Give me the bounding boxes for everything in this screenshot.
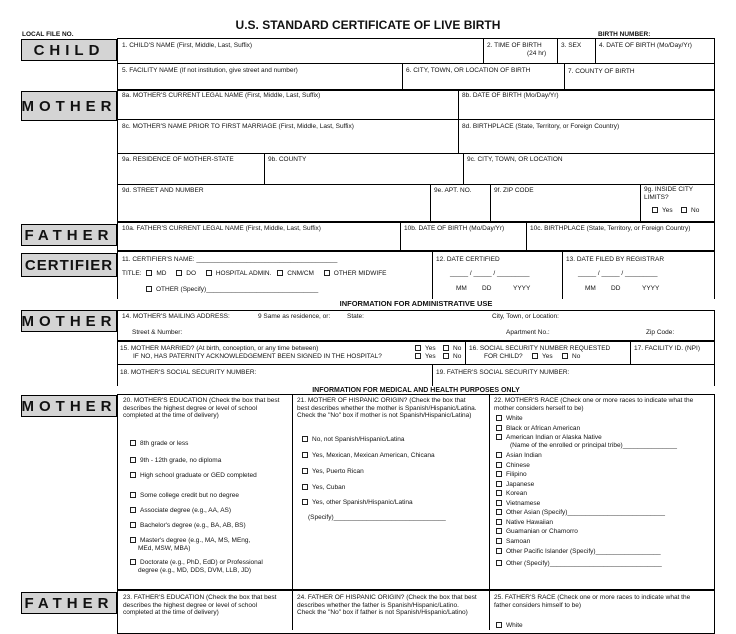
field-3-label: 3. SEX xyxy=(561,42,582,49)
field-8d-label: 8d. BIRTHPLACE (State, Territory, or Foreign Country) xyxy=(462,123,620,130)
midwife-label: OTHER MIDWIFE xyxy=(333,270,387,277)
q20-title: 20. MOTHER'S EDUCATION (Check the box that best describes the highest degree or level of school completed at the time of delivery) xyxy=(123,397,280,419)
field-9g-yes[interactable]: Yes xyxy=(652,207,673,215)
checkbox-icon[interactable] xyxy=(324,270,330,276)
checkbox-icon xyxy=(415,345,421,351)
checkbox-icon xyxy=(496,622,502,628)
q20-option[interactable]: Some college credit but no degree xyxy=(130,492,239,500)
q21-option[interactable]: Yes, Mexican, Mexican American, Chicana xyxy=(302,452,435,460)
field-9g-no[interactable]: No xyxy=(681,207,699,215)
q22-option[interactable]: Korean xyxy=(496,490,527,498)
q23-title: 23. FATHER'S EDUCATION (Check the box that best describes the highest degree or level of school completed at the time of delivery) xyxy=(123,594,277,616)
checkbox-icon xyxy=(496,452,502,458)
admin-band: INFORMATION FOR ADMINISTRATIVE USE xyxy=(117,299,715,309)
child-name-input[interactable] xyxy=(160,51,161,52)
section-child: CHILD xyxy=(21,39,117,61)
checkbox-icon[interactable] xyxy=(206,270,212,276)
section-certifier: CERTIFIER xyxy=(21,253,117,277)
section-father: FATHER xyxy=(21,224,117,246)
field-9f-label: 9f. ZIP CODE xyxy=(494,187,534,194)
q22-option[interactable]: Other (Specify)_______________________________ xyxy=(496,560,662,568)
field-1-label: 1. CHILD'S NAME (First, Middle, Last, Suffix) xyxy=(122,42,253,49)
checkbox-icon xyxy=(496,500,502,506)
field-8a-label: 8a. MOTHER'S CURRENT LEGAL NAME (First, Middle, Last, Suffix) xyxy=(122,92,321,99)
checkbox-icon xyxy=(130,440,136,446)
checkbox-icon xyxy=(496,560,502,566)
q20-option[interactable]: Associate degree (e.g., AA, AS) xyxy=(130,507,231,515)
q21-option[interactable]: Yes, Puerto Rican xyxy=(302,468,364,476)
checkbox-icon[interactable] xyxy=(146,270,152,276)
checkbox-icon xyxy=(496,548,502,554)
field-12-yyyy: YYYY xyxy=(513,285,531,292)
checkbox-icon xyxy=(496,509,502,515)
admin-label: HOSPITAL ADMIN. xyxy=(215,270,272,277)
field-16b-label: FOR CHILD? xyxy=(484,353,523,360)
field-4-label: 4. DATE OF BIRTH (Mo/Day/Yr) xyxy=(599,42,692,49)
field-9d-label: 9d. STREET AND NUMBER xyxy=(122,187,204,194)
field-9a-label: 9a. RESIDENCE OF MOTHER-STATE xyxy=(122,156,234,163)
checkbox-icon xyxy=(130,492,136,498)
field-16a-label: 16. SOCIAL SECURITY NUMBER REQUESTED xyxy=(469,345,611,352)
field-7-label: 7. COUNTY OF BIRTH xyxy=(568,68,635,75)
field-9e-label: 9e. APT. NO. xyxy=(434,187,472,194)
q25-option[interactable]: White xyxy=(496,622,523,630)
field-8c-label: 8c. MOTHER'S NAME PRIOR TO FIRST MARRIAGE (First, Middle, Last, Suffix) xyxy=(122,123,354,130)
field-15a-no[interactable]: No xyxy=(443,345,461,353)
checkbox-icon xyxy=(302,436,308,442)
q21-option[interactable]: Yes, other Spanish/Hispanic/Latina xyxy=(302,499,413,507)
section-father-medical: FATHER xyxy=(21,592,117,614)
q20-option[interactable]: Bachelor's degree (e.g., BA, AB, BS) xyxy=(130,522,246,530)
checkbox-icon xyxy=(302,452,308,458)
q22-option[interactable]: Black or African American xyxy=(496,425,580,433)
field-13-label: 13. DATE FILED BY REGISTRAR xyxy=(566,256,665,263)
q22-option[interactable]: Native Hawaiian xyxy=(496,519,553,527)
field-12-line[interactable]: _____ / _____ / _________ xyxy=(450,270,530,277)
field-18-label: 18. MOTHER'S SOCIAL SECURITY NUMBER: xyxy=(120,369,257,376)
field-15b-label: IF NO, HAS PATERNITY ACKNOWLEDGEMENT BEEN SIGNED IN THE HOSPITAL? xyxy=(133,353,382,360)
section-mother-medical: MOTHER xyxy=(21,395,117,417)
field-15b-yes[interactable]: Yes xyxy=(415,353,436,361)
field-11-label: 11. CERTIFIER'S NAME: _______________________________________ xyxy=(122,256,338,263)
checkbox-icon xyxy=(496,481,502,487)
checkbox-icon xyxy=(496,425,502,431)
field-14-same[interactable]: 9 Same as residence, or: xyxy=(258,313,331,320)
q22-option[interactable]: Other Asian (Specify)___________________________ xyxy=(496,509,665,517)
certifier-other[interactable]: OTHER (Specify)_______________________________ xyxy=(146,286,318,294)
q20-option[interactable]: 9th - 12th grade, no diploma xyxy=(130,457,221,465)
field-9g-label: 9g. INSIDE CITY LIMITS? xyxy=(644,186,694,201)
field-17-label: 17. FACILITY ID. (NPI) xyxy=(634,345,700,352)
checkbox-icon xyxy=(443,353,449,359)
q21-title: 21. MOTHER OF HISPANIC ORIGIN? (Check the box that best describes whether the mother is Spanish/Hispanic/Latina. Check the "No" box if mother is not Spanish/Hispanic/Latina) xyxy=(297,397,477,419)
field-5-label: 5. FACILITY NAME (If not institution, give street and number) xyxy=(122,67,298,74)
field-16-yes[interactable]: Yes xyxy=(532,353,553,361)
checkbox-icon xyxy=(130,537,136,543)
field-2-label: 2. TIME OF BIRTH xyxy=(487,42,542,49)
q22-option[interactable]: Vietnamese xyxy=(496,500,540,508)
birth-number: BIRTH NUMBER: xyxy=(598,31,651,38)
field-10a-label: 10a. FATHER'S CURRENT LEGAL NAME (First, Middle, Last, Suffix) xyxy=(122,225,321,232)
q22-option[interactable]: White xyxy=(496,415,523,423)
field-9b-label: 9b. COUNTY xyxy=(268,156,307,163)
field-6-label: 6. CITY, TOWN, OR LOCATION OF BIRTH xyxy=(406,67,531,74)
checkbox-icon[interactable] xyxy=(277,270,283,276)
q22-option[interactable]: Filipino xyxy=(496,471,527,479)
checkbox-icon xyxy=(130,507,136,513)
q22-option[interactable]: Samoan xyxy=(496,538,530,546)
field-13-yyyy: YYYY xyxy=(642,285,660,292)
q20-option[interactable]: High school graduate or GED completed xyxy=(130,472,268,480)
checkbox-icon xyxy=(496,434,502,440)
checkbox-icon xyxy=(415,353,421,359)
field-12-mm: MM xyxy=(456,285,467,292)
md-label: MD xyxy=(156,270,167,277)
field-10b-label: 10b. DATE OF BIRTH (Mo/Day/Yr) xyxy=(404,225,505,232)
form-title: U.S. STANDARD CERTIFICATE OF LIVE BIRTH xyxy=(235,18,501,32)
field-10c-label: 10c. BIRTHPLACE (State, Territory, or Foreign Country) xyxy=(530,225,691,232)
certifier-title-row xyxy=(122,270,387,278)
checkbox-icon xyxy=(130,522,136,528)
checkbox-icon xyxy=(496,462,502,468)
field-15b-no[interactable]: No xyxy=(443,353,461,361)
field-2-unit: (24 hr) xyxy=(527,50,547,57)
field-19-label: 19. FATHER'S SOCIAL SECURITY NUMBER: xyxy=(436,369,570,376)
checkbox-icon xyxy=(302,499,308,505)
cnm-label: CNM/CM xyxy=(287,270,314,277)
q22-option[interactable]: Asian Indian xyxy=(496,452,542,460)
q22-option[interactable]: American Indian or Alaska Native xyxy=(496,434,602,442)
q20-option[interactable]: Doctorate (e.g., PhD, EdD) or Professional degree (e.g., MD, DDS, DVM, LLB, JD) xyxy=(130,559,268,574)
checkbox-icon xyxy=(496,519,502,525)
checkbox-icon xyxy=(496,471,502,477)
section-mother-admin: MOTHER xyxy=(21,310,117,332)
field-13-mm: MM xyxy=(585,285,596,292)
checkbox-icon xyxy=(443,345,449,351)
field-15a-label: 15. MOTHER MARRIED? (At birth, conception, or any time between) xyxy=(120,345,319,352)
field-8b-label: 8b. DATE OF BIRTH (Mo/Day/Yr) xyxy=(462,92,559,99)
field-15a-yes[interactable]: Yes xyxy=(415,345,436,353)
checkbox-icon xyxy=(130,472,136,478)
q22-option[interactable]: Japanese xyxy=(496,481,534,489)
field-12-dd: DD xyxy=(482,285,492,292)
field-14-city: City, Town, or Location: xyxy=(492,313,559,320)
q21-option[interactable]: Yes, Cuban xyxy=(302,484,345,492)
checkbox-icon xyxy=(130,457,136,463)
field-16-no[interactable]: No xyxy=(562,353,580,361)
do-label: DO xyxy=(186,270,196,277)
checkbox-icon xyxy=(496,415,502,421)
q24-title: 24. FATHER OF HISPANIC ORIGIN? (Check the box that best describes whether the father is Spanish/Hispanic/Latino. Check the "No" box if father is not Spanish/Hispanic/Latino) xyxy=(297,594,477,616)
field-14-zip: Zip Code: xyxy=(646,329,675,336)
field-14-street: Street & Number: xyxy=(132,329,183,336)
q25-title: 25. FATHER'S RACE (Check one or more races to indicate what the father considers himself to be) xyxy=(494,594,691,609)
q22-title: 22. MOTHER'S RACE (Check one or more races to indicate what the mother considers herself to be) xyxy=(494,397,694,412)
title-label: TITLE: xyxy=(122,270,142,277)
field-12-label: 12. DATE CERTIFIED xyxy=(436,256,500,263)
checkbox-icon xyxy=(302,484,308,490)
checkbox-icon xyxy=(652,207,658,213)
checkbox-icon[interactable] xyxy=(176,270,182,276)
checkbox-icon xyxy=(146,286,152,292)
q22-option[interactable]: Chinese xyxy=(496,462,530,470)
q20-option[interactable]: Master's degree (e.g., MA, MS, MEng, MEd, MSW, MBA) xyxy=(130,537,258,552)
checkbox-icon xyxy=(681,207,687,213)
q22-tribe[interactable]: (Name of the enrolled or principal tribe)_______________ xyxy=(510,442,677,449)
checkbox-icon xyxy=(496,490,502,496)
medical-band: INFORMATION FOR MEDICAL AND HEALTH PURPOSES ONLY xyxy=(117,386,715,395)
field-14-state: State: xyxy=(347,313,364,320)
checkbox-icon xyxy=(532,353,538,359)
field-9c-label: 9c. CITY, TOWN, OR LOCATION xyxy=(467,156,563,163)
checkbox-icon xyxy=(302,468,308,474)
field-13-dd: DD xyxy=(611,285,621,292)
field-13-line[interactable]: _____ / _____ / _________ xyxy=(578,270,658,277)
q20-option[interactable]: 8th grade or less xyxy=(130,440,188,448)
local-file-no: LOCAL FILE NO. xyxy=(22,31,74,38)
checkbox-icon xyxy=(496,538,502,544)
checkbox-icon xyxy=(562,353,568,359)
q22-option[interactable]: Guamanian or Chamorro xyxy=(496,528,578,536)
field-14-label: 14. MOTHER'S MAILING ADDRESS: xyxy=(122,313,230,320)
q22-option[interactable]: Other Pacific Islander (Specify)__________________ xyxy=(496,548,661,556)
q21-option[interactable]: No, not Spanish/Hispanic/Latina xyxy=(302,436,405,444)
field-14-apt: Apartment No.: xyxy=(506,329,550,336)
checkbox-icon xyxy=(130,559,136,565)
q21-specify[interactable]: (Specify)_______________________________ xyxy=(308,514,446,521)
checkbox-icon xyxy=(496,528,502,534)
section-mother: MOTHER xyxy=(21,91,117,121)
